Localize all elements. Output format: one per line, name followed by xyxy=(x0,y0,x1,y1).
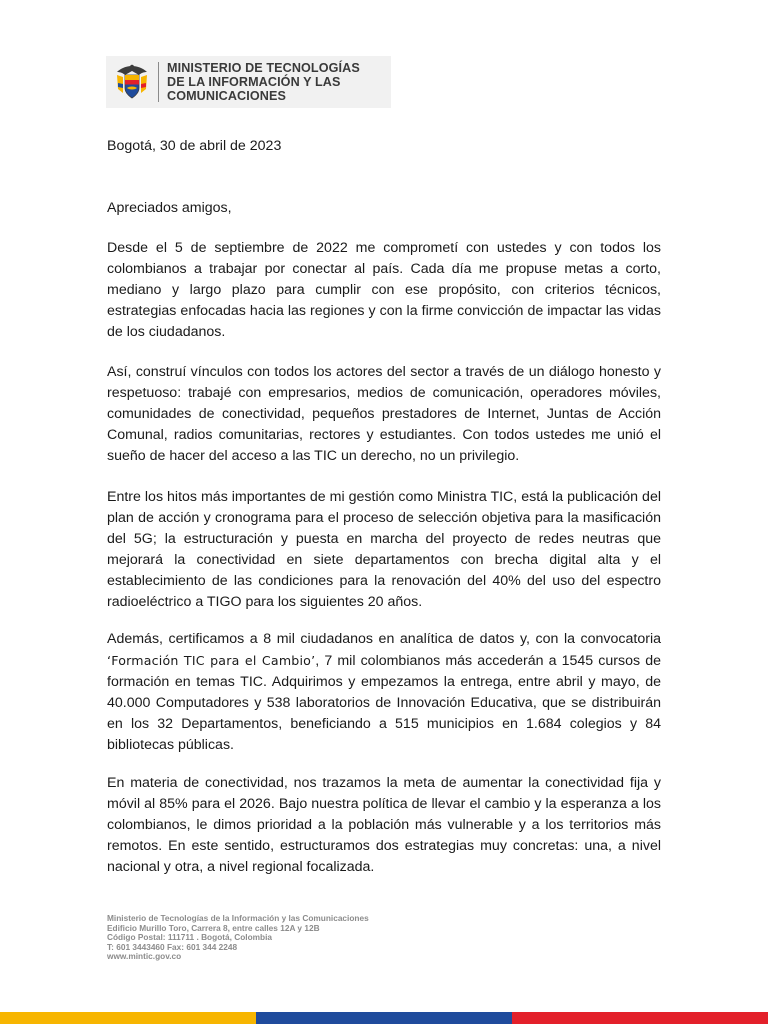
ministry-title-line: COMUNICACIONES xyxy=(167,89,286,103)
flag-blue-stripe xyxy=(256,1012,512,1024)
ministry-title-line: DE LA INFORMACIÓN Y LAS xyxy=(167,75,341,89)
ministry-title xyxy=(167,61,360,103)
footer-line: Edificio Murillo Toro, Carrera 8, entre calles 12A y 12B xyxy=(107,922,320,933)
flag-yellow-stripe xyxy=(0,1012,256,1024)
ministry-header xyxy=(106,56,391,108)
footer-line: T: 601 3443460 Fax: 601 344 2248 xyxy=(107,941,238,952)
colombia-coat-of-arms-icon xyxy=(106,56,158,108)
footer-contact-info xyxy=(107,914,507,962)
letter-date: Bogotá, 30 de abril de 2023 xyxy=(107,138,282,154)
letter-paragraph-1: Desde el 5 de septiembre de 2022 me comprometí con ustedes y con todos los colombianos a trabajar por conectar al país. Cada día me propuse metas a corto, mediano y largo plazo para cumplir con ese propósito, con criterios técnicos, estrategias enfocadas hacia las regiones y con la firme convicción de impactar las vidas de los ciudadanos. xyxy=(107,240,661,340)
footer-line: Código Postal: 111711 . Bogotá, Colombia xyxy=(107,932,273,943)
letter-paragraph-3: Entre los hitos más importantes de mi gestión como Ministra TIC, está la publicación del plan de acción y cronograma para el proceso de selección objetiva para la masificación del 5G; la estructuración y puesta en marcha del proyecto de redes neutras que mejorará la conectividad en siete departamentos con brecha digital alta y el establecimiento de las condiciones para la renovación del 40% del uso del espectro radioeléctrico a TIGO para los siguientes 20 años. xyxy=(107,489,661,610)
program-name: ‘Formación TIC para el Cambio’ xyxy=(107,653,316,668)
paragraph-4-body: , 7 mil colombianos más accederán a 1545 cursos de formación en temas TIC. Adquirimos y empezamos la entrega, entre abril y mayo, de 40.000 Computadores y 538 laboratorios de Innovación Educativa, que se distribuirán en los 32 Departamentos, beneficiando a 515 municipios en 1.684 colegios y 84 bibliotecas públicas. xyxy=(107,653,661,753)
letter-paragraph-4 xyxy=(107,629,661,756)
header-divider xyxy=(158,62,159,102)
flag-red-stripe xyxy=(512,1012,768,1024)
letter-greeting: Apreciados amigos, xyxy=(107,200,232,216)
ministry-title-line: MINISTERIO DE TECNOLOGÍAS xyxy=(167,61,360,75)
footer-website: www.mintic.gov.co xyxy=(107,951,182,962)
paragraph-4-intro: Además, certificamos a 8 mil ciudadanos en analítica de datos y, con la convocatoria xyxy=(107,631,661,647)
flag-color-bar xyxy=(0,1012,768,1024)
footer-line: Ministerio de Tecnologías de la Información y las Comunicaciones xyxy=(107,913,369,923)
letter-paragraph-5: En materia de conectividad, nos trazamos la meta de aumentar la conectividad fija y móvil al 85% para el 2026. Bajo nuestra política de llevar el cambio y la esperanza a los colombianos, le dimos prioridad a la población más vulnerable y a los territorios más remotos. En este sentido, estructuramos dos estrategias muy concretas: una, a nivel nacional y otra, a nivel regional focalizada. xyxy=(107,775,661,875)
letter-paragraph-2: Así, construí vínculos con todos los actores del sector a través de un diálogo honesto y respetuoso: trabajé con empresarios, medios de comunicación, operadores móviles, comunidades de conectividad, pequeños prestadores de Internet, Juntas de Acción Comunal, radios comunitarias, rectores y estudiantes. Con todos ustedes me unió el sueño de hacer del acceso a las TIC un derecho, no un privilegio. xyxy=(107,364,661,464)
